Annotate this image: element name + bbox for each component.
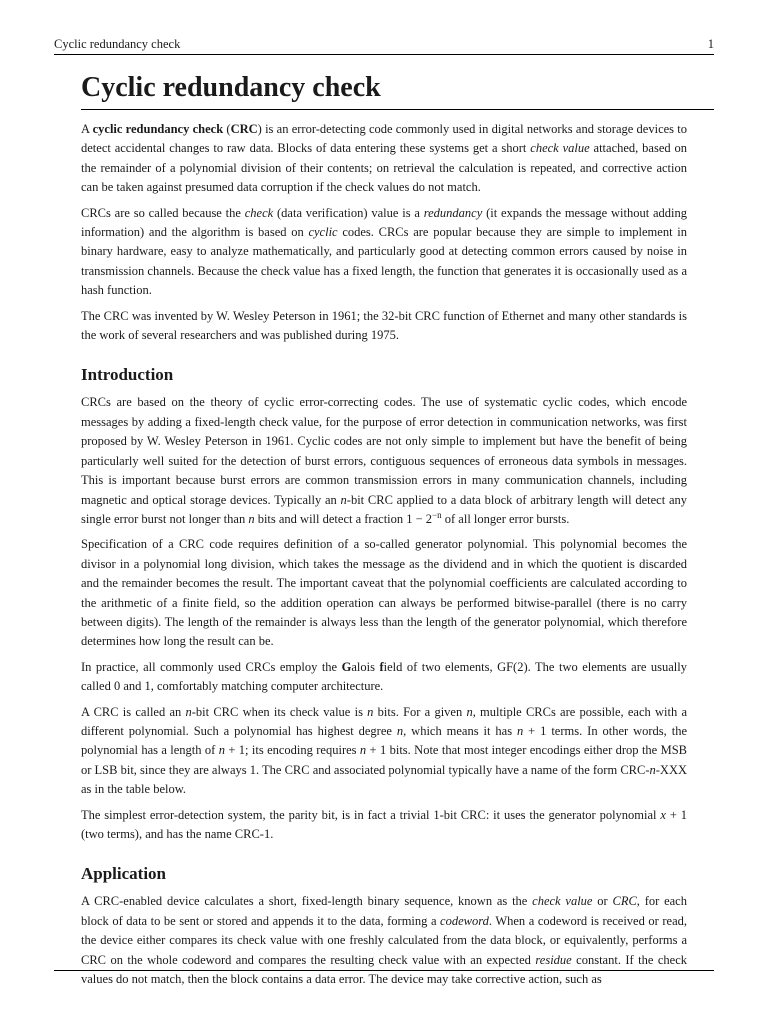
superscript: −n xyxy=(432,509,442,520)
italic-term: n xyxy=(340,492,347,507)
section-paragraph: Specification of a CRC code requires definition of a so-called generator polynomial. This polynomial becomes the divisor in a polynomial long division, which takes the message as the dividend and in which the quotient is discarded and the remainder becomes the result. The important caveat that the polynomial coefficients are calculated according to the arithmetic of a finite field, so the addition operation can always be performed bitwise-parallel (there is no carry between digits). The length of the remainder is always less than the length of the generator polynomial, which therefore determines how long the result can be. xyxy=(81,537,687,649)
page-number: 1 xyxy=(707,37,714,51)
section-paragraph: A CRC is called an n-bit CRC when its check value is n bits. For a given n, multiple CRCs are possible, each with a different polynomial. Such a polynomial has highest degree n, which means it has n + 1 terms. In other words, the polynomial has a length of n + 1; its encoding requires n + 1 bits. Note that most integer encodings either drop the MSB or LSB bit, since they are always 1. The CRC and associated polynomial typically have a name of the form CRC-n-XXX as in the table below. xyxy=(81,704,688,797)
italic-term: n xyxy=(396,723,404,738)
italic-term: codeword xyxy=(440,913,489,928)
bold-term: cyclic redundancy check xyxy=(92,122,224,136)
italic-term: residue xyxy=(535,952,572,967)
italic-term: n xyxy=(649,762,656,777)
italic-term: check value xyxy=(532,894,593,909)
intro-paragraph: CRCs are so called because the check (data verification) value is a redundancy (it expands the message without adding information) and the algorithm is based on cyclic codes. CRCs are popular because they are simple to implement in binary hardware, easy to analyze mathematically, and particularly good at detecting common errors caused by noise in transmission channels. Because the check value has a fixed length, the function that generates it is occasionally used as a hash function. xyxy=(81,205,688,298)
italic-term: n xyxy=(248,511,255,526)
italic-term: n xyxy=(185,704,192,719)
italic-term: n xyxy=(367,704,374,719)
page-title: Cyclic redundancy check xyxy=(81,70,714,110)
running-header xyxy=(54,34,714,55)
italic-term: redundancy xyxy=(423,205,483,220)
italic-term: n xyxy=(517,723,524,738)
intro-paragraph: The CRC was invented by W. Wesley Peterson in 1961; the 32-bit CRC function of Ethernet and many other standards is the work of several researchers and was published during 1975. xyxy=(81,308,687,343)
italic-term: check xyxy=(244,205,274,220)
italic-term: CRC xyxy=(612,894,637,909)
italic-term: x xyxy=(660,807,666,822)
bold-term: CRC xyxy=(230,122,258,136)
section-paragraph: The simplest error-detection system, the parity bit, is in fact a trivial 1-bit CRC: it uses the generator polynomial x + 1 (two terms), and has the name CRC-1. xyxy=(81,807,687,841)
italic-term: n xyxy=(218,743,225,758)
italic-term: n xyxy=(466,704,473,719)
section-introduction xyxy=(81,363,687,844)
intro-block xyxy=(81,120,687,345)
article-body xyxy=(81,120,687,995)
italic-term: cyclic xyxy=(308,225,338,240)
section-heading: Introduction xyxy=(81,365,174,385)
italic-term: check value xyxy=(530,141,590,156)
running-header-title: Cyclic redundancy check xyxy=(54,37,181,51)
section-heading: Application xyxy=(81,864,167,884)
section-paragraph: A CRC-enabled device calculates a short, fixed-length binary sequence, known as the check value or CRC, for each block of data to be sent or stored and appends it to the data, forming a codeword. When a codeword is received or read, the device either compares its check value with one freshly calculated from the data block, or equivalently, performs a CRC on the whole codeword and compares the resulting check value with an expected residue constant. If the check values do not match, then the block contains a data error. The device may take corrective action, such as xyxy=(81,894,687,987)
italic-term: n xyxy=(359,743,367,758)
bold-term: f xyxy=(379,659,384,674)
intro-paragraph: A cyclic redundancy check (CRC) is an error-detecting code commonly used in digital networks and storage devices to detect accidental changes to raw data. Blocks of data entering these systems get a short check value attached, based on the remainder of a polynomial division of their contents; on retrieval the calculation is repeated, and corrective action can be taken against presumed data corruption if the check values do not match. xyxy=(81,122,687,195)
section-paragraph: In practice, all commonly used CRCs employ the Galois field of two elements, GF(2). The two elements are usually called 0 and 1, comfortably matching computer architecture. xyxy=(81,659,688,694)
bold-term: G xyxy=(341,659,352,674)
section-paragraph: CRCs are based on the theory of cyclic error-correcting codes. The use of systematic cyclic codes, which encode messages by adding a fixed-length check value, for the purpose of error detection in communication networks, was first proposed by W. Wesley Peterson in 1961. Cyclic codes are not only simple to implement but have the benefit of being particularly well suited for the detection of burst errors, contiguous sequences of erroneous data symbols in messages. This is important because burst errors are common transmission errors in many communication channels, including magnetic and optical storage devices. Typically an n-bit CRC applied to a data block of arbitrary length will detect any single error burst not longer than n bits and will detect a fraction $1 - 2^{-n}$ of all longer error bursts. xyxy=(81,395,687,526)
footer-rule xyxy=(54,970,714,971)
